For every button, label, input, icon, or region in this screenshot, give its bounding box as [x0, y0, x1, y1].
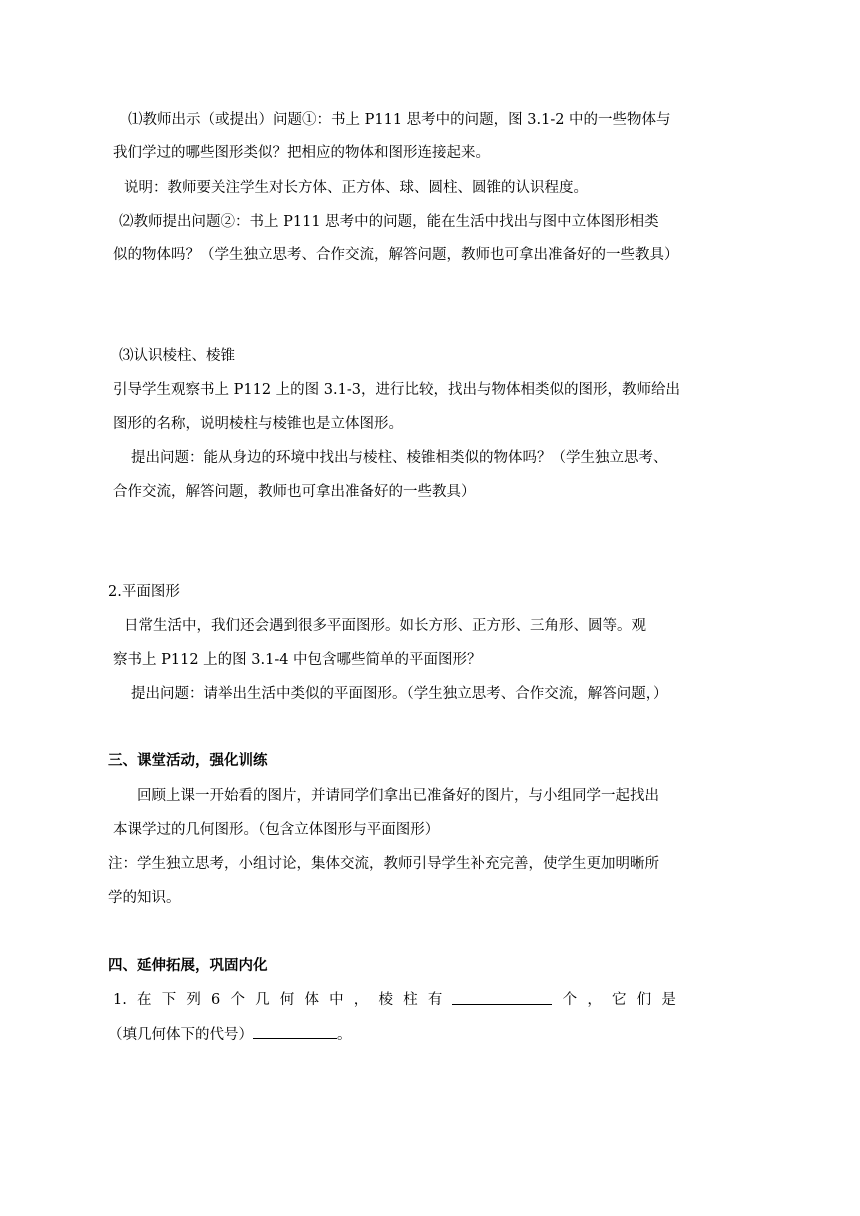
section-heading: 三、课堂活动，强化训练 [108, 752, 268, 769]
paragraph-line: 提出问题：请举出生活中类似的平面图形。（学生独立思考、合作交流，解答问题，） [131, 686, 668, 702]
section-heading: 四、延伸拓展，巩固内化 [108, 957, 268, 974]
paragraph-line: 回顾上课一开始看的图片，并请同学们拿出已准备好的图片，与小组同学一起找出 [137, 788, 659, 804]
paragraph-line: 本课学过的几何图形。（包含立体图形与平面图形） [113, 822, 440, 838]
paragraph-line: 图形的名称，说明棱柱与棱锥也是立体图形。 [113, 416, 403, 432]
question-token: 个 [230, 992, 245, 1008]
question-token: ， [587, 992, 602, 1008]
answer-blank-prism-count[interactable] [452, 990, 552, 1005]
question-1-line-2 [108, 1024, 352, 1045]
question-token: 体 [304, 992, 319, 1008]
question-1-line-1 [113, 990, 676, 1010]
question-token: 下 [161, 992, 177, 1008]
question-token: 是 [661, 992, 676, 1008]
paragraph-line: ⑴教师出示（或提出）问题①：书上 P111 思考中的问题，图 3.1-2 中的一些物体与 [128, 112, 671, 128]
question-token: 6 [211, 992, 221, 1008]
paragraph-line: 提出问题：能从身边的环境中找出与棱柱、棱锥相类似的物体吗？（学生独立思考、 [131, 450, 668, 466]
question-token: 几 [255, 992, 270, 1008]
question-token: 何 [279, 992, 295, 1008]
question-token: 有 [427, 992, 443, 1008]
question-token: 棱 [378, 992, 393, 1008]
question-token: 在 [137, 992, 152, 1008]
paragraph-line: 注：学生独立思考，小组讨论，集体交流，教师引导学生补充完善，使学生更加明晰所 [108, 856, 659, 872]
answer-blank-prism-codes[interactable] [253, 1024, 337, 1039]
paragraph-line: 似的物体吗？（学生独立思考、合作交流，解答问题，教师也可拿出准备好的一些教具） [113, 247, 679, 263]
paragraph-line: 日常生活中，我们还会遇到很多平面图形。如长方形、正方形、三角形、圆等。观 [124, 618, 646, 634]
question-token: ， [353, 992, 369, 1008]
question-text: 。 [337, 1027, 352, 1043]
paragraph-line: 察书上 P112 上的图 3.1-4 中包含哪些简单的平面图形？ [113, 652, 482, 668]
question-token: 列 [186, 992, 201, 1008]
question-token: 1. [113, 992, 127, 1008]
paragraph-line: 说明：教师要关注学生对长方体、正方体、球、圆柱、圆锥的认识程度。 [124, 180, 588, 196]
question-token: 柱 [403, 992, 418, 1008]
paragraph-line: 学的知识。 [108, 890, 181, 906]
question-token: 它 [612, 992, 627, 1008]
question-token: 个 [562, 992, 578, 1008]
paragraph-line: 合作交流，解答问题，教师也可拿出准备好的一些教具） [113, 484, 476, 500]
paragraph-line: 我们学过的哪些图形类似？把相应的物体和图形连接起来。 [113, 145, 490, 161]
paragraph-line: ⑶认识棱柱、棱锥 [119, 348, 235, 364]
paragraph-line: 引导学生观察书上 P112 上的图 3.1-3，进行比较，找出与物体相类似的图形，教师给出 [113, 382, 680, 398]
paragraph-line: ⑵教师提出问题②：书上 P111 思考中的问题，能在生活中找出与图中立体图形相类 [119, 214, 659, 230]
paragraph-line: 2.平面图形 [108, 584, 180, 600]
question-token: 中 [329, 992, 344, 1008]
question-token: 们 [636, 992, 652, 1008]
question-text: （填几何体下的代号） [108, 1027, 253, 1043]
